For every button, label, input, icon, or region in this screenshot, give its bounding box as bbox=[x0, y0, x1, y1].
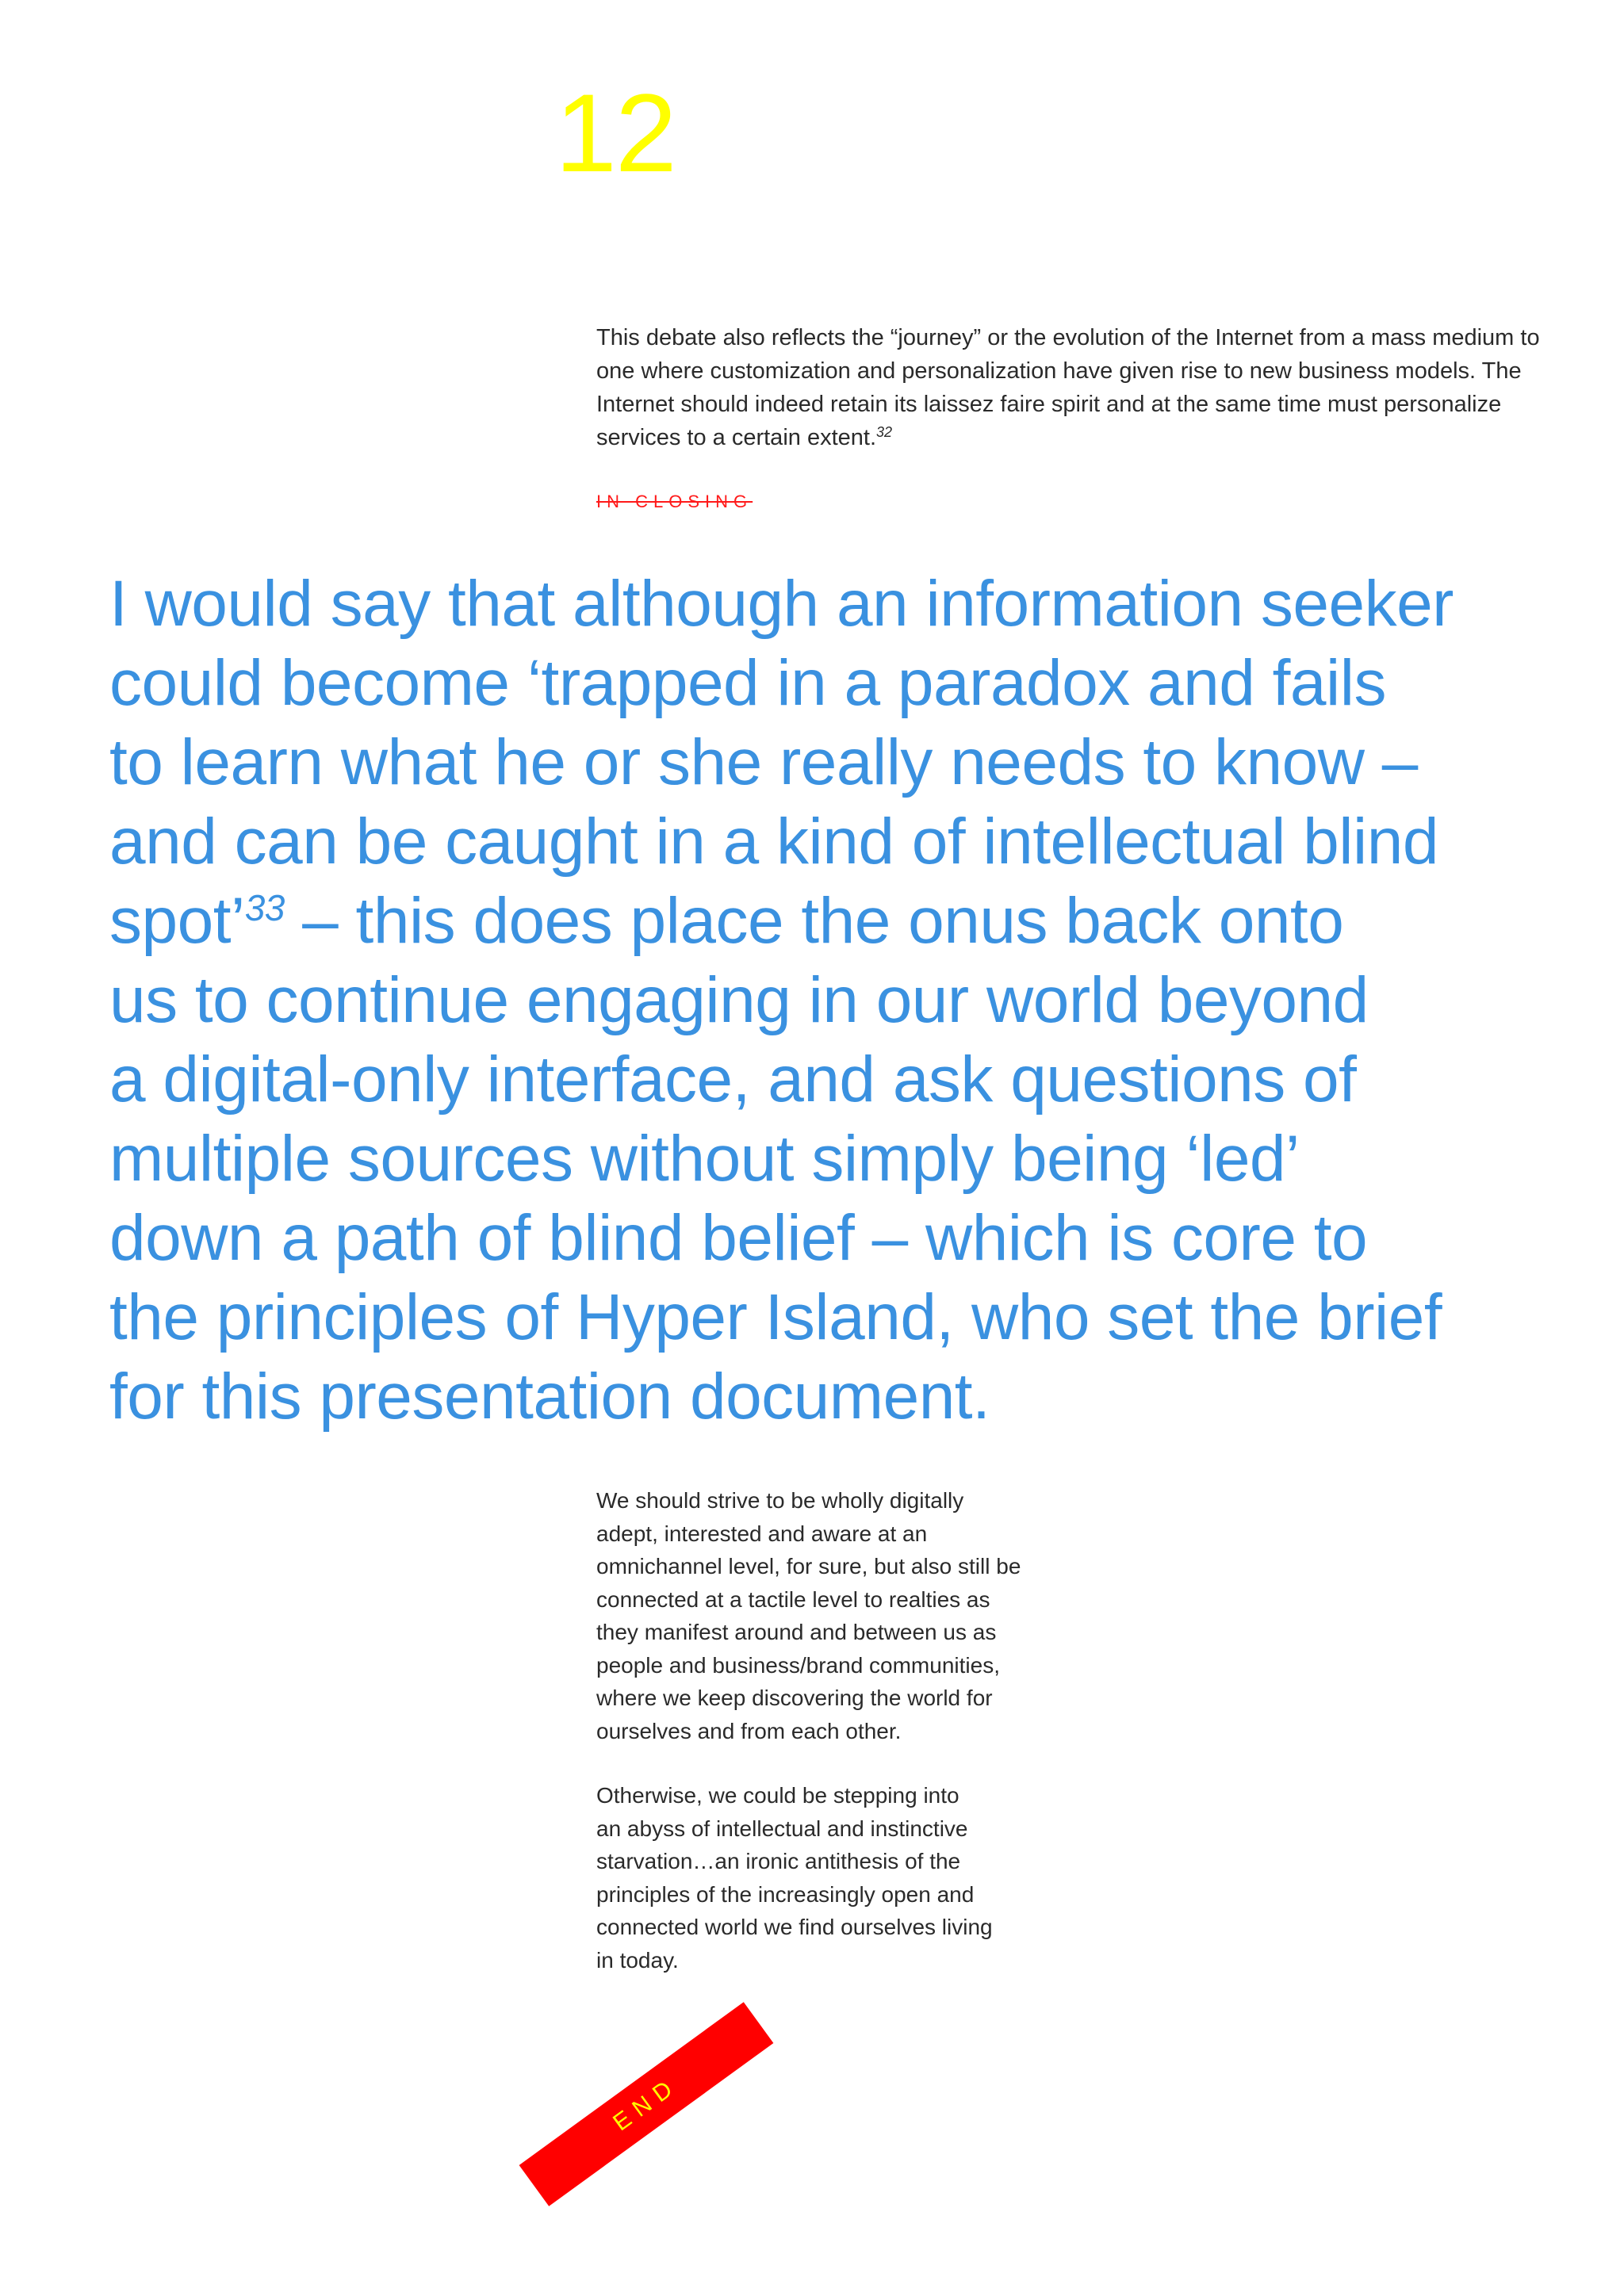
quote-line: could become ‘trapped in a paradox and fails bbox=[109, 647, 1386, 719]
pull-quote bbox=[109, 564, 1600, 1437]
intro-text: This debate also reflects the “journey” or the evolution of the Internet from a mass medium to one where customization and personalization have given rise to new business models. The Internet should indeed retain its laissez faire spirit and at the same time must personalize services to a certain extent. bbox=[596, 325, 1540, 450]
paragraph-line: We should strive to be wholly digitally bbox=[596, 1488, 964, 1513]
paragraph-line: adept, interested and aware at an bbox=[596, 1521, 928, 1546]
paragraph-line: starvation…an ironic antithesis of the bbox=[596, 1849, 961, 1873]
quote-text: spot’ bbox=[109, 885, 245, 957]
paragraph-line: Otherwise, we could be stepping into bbox=[596, 1783, 959, 1808]
quote-line: I would say that although an information seeker bbox=[109, 568, 1454, 640]
paragraph-line: people and business/brand communities, bbox=[596, 1652, 1000, 1678]
paragraph-line: where we keep discovering the world for bbox=[596, 1686, 993, 1710]
quote-line: to learn what he or she really needs to know – bbox=[109, 726, 1418, 798]
quote-line: the principles of Hyper Island, who set the brief bbox=[109, 1281, 1442, 1353]
quote-line bbox=[109, 882, 1600, 961]
quote-line: multiple sources without simply being ‘led’ bbox=[109, 1123, 1300, 1195]
paragraph-line: in today. bbox=[596, 1947, 679, 1973]
body-paragraph-2 bbox=[596, 1779, 1088, 1976]
paragraph-line: principles of the increasingly open and bbox=[596, 1881, 975, 1907]
paragraph-line: omnichannel level, for sure, but also still be bbox=[596, 1554, 1021, 1578]
quote-line: a digital-only interface, and ask questions of bbox=[109, 1043, 1357, 1115]
paragraph-line: they manifest around and between us as bbox=[596, 1620, 997, 1644]
end-badge bbox=[519, 2002, 774, 2206]
page-number: 12 bbox=[555, 71, 676, 195]
footnote-marker: 33 bbox=[244, 887, 285, 928]
quote-text: – this does place the onus back onto bbox=[284, 885, 1344, 957]
body-paragraph-1 bbox=[596, 1484, 1088, 1747]
quote-line: for this presentation document. bbox=[109, 1360, 990, 1433]
paragraph-line: connected world we find ourselves living bbox=[596, 1915, 993, 1939]
intro-paragraph bbox=[596, 321, 1572, 454]
end-label: END bbox=[608, 2071, 684, 2137]
quote-line: down a path of blind belief – which is core to bbox=[109, 1202, 1368, 1274]
quote-line: us to continue engaging in our world beyond bbox=[109, 964, 1369, 1036]
paragraph-line: ourselves and from each other. bbox=[596, 1718, 902, 1743]
paragraph-line: connected at a tactile level to realties as bbox=[596, 1586, 990, 1612]
paragraph-line: an abyss of intellectual and instinctive bbox=[596, 1816, 968, 1841]
section-heading: IN CLOSING bbox=[596, 492, 753, 511]
footnote-marker: 32 bbox=[876, 424, 893, 440]
quote-line: and can be caught in a kind of intellectual blind bbox=[109, 806, 1438, 878]
